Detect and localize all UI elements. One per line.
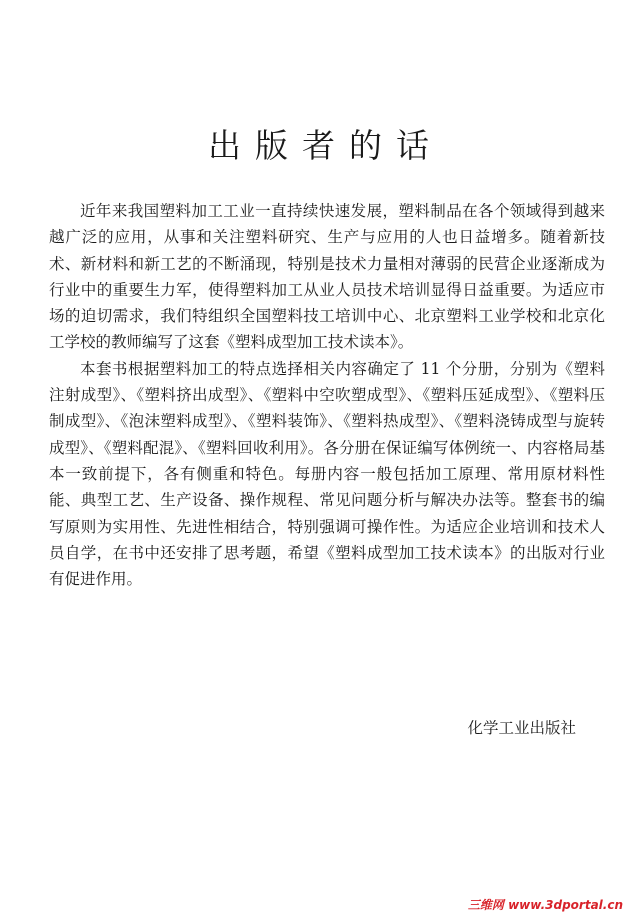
watermark-url: www.3dportal.cn — [508, 898, 623, 912]
watermark — [468, 896, 623, 913]
paragraph-2: 本套书根据塑料加工的特点选择相关内容确定了 11 个分册，分别为《塑料注射成型》、《塑料挤出成型》、《塑料中空吹塑成型》、《塑料压延成型》、《塑料压制成型》、《泡沫塑料成型》、《塑料装饰》、《塑料热成型》、《塑料浇铸成型与旋转成型》、《塑料配混》、《塑料回收利用》。各分册在保证编写体例统一、内容格局基本一致前提下，各有侧重和特色。每册内容一般包括加工原理、常用原材料性能、典型工艺、生产设备、操作规程、常见问题分析与解决办法等。整套书的编写原则为实用性、先进性相结合，特别强调可操作性。为适应企业培训和技术人员自学，在书中还安排了思考题，希望《塑料成型加工技术读本》的出版对行业有促进作用。 — [49, 359, 605, 589]
watermark-brand: 三维网 — [467, 898, 504, 912]
body-text — [49, 198, 605, 592]
page-title: 出版者的话 — [208, 126, 443, 166]
publisher-signature: 化学工业出版社 — [467, 719, 576, 737]
paragraph-1: 近年来我国塑料加工工业一直持续快速发展，塑料制品在各个领域得到越来越广泛的应用，从事和关注塑料研究、生产与应用的人也日益增多。随着新技术、新材料和新工艺的不断涌现，特别是技术力量相对薄弱的民营企业逐渐成为行业中的重要生力军，使得塑料加工从业人员技术培训显得日益重要。为适应市场的迫切需求，我们特组织全国塑料技工培训中心、北京塑料工业学校和北京化工学校的教师编写了这套《塑料成型加工技术读本》。 — [49, 202, 605, 352]
